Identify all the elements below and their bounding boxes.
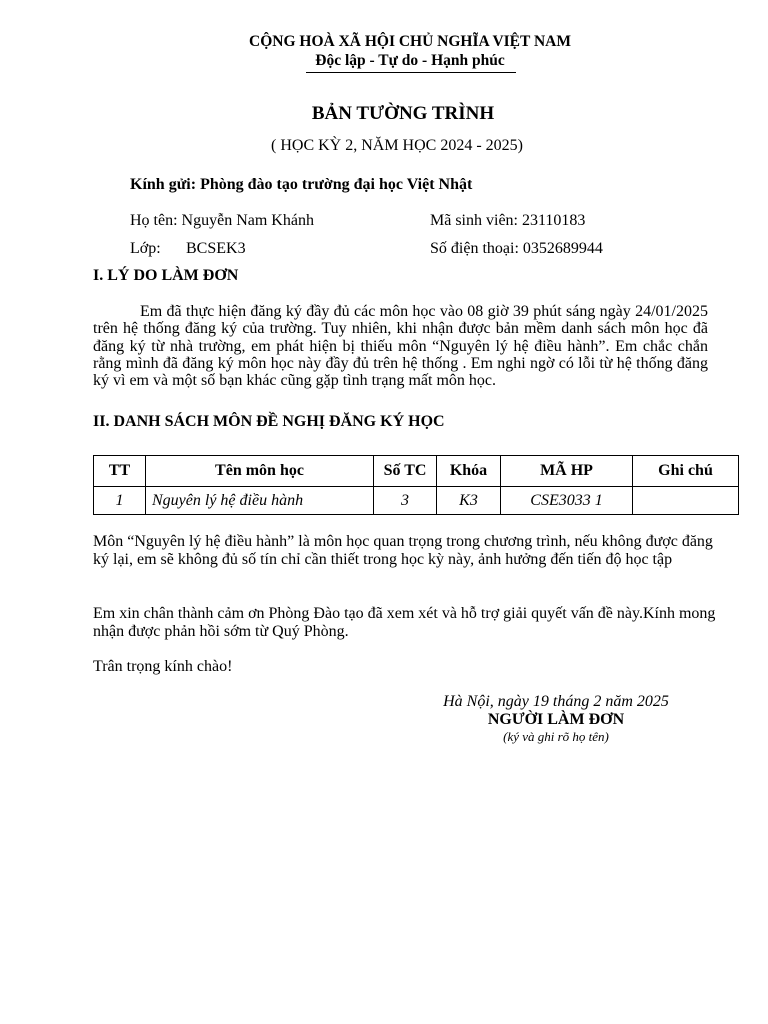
table-cell: Nguyên lý hệ điều hành bbox=[146, 487, 374, 515]
document-title: BẢN TƯỜNG TRÌNH bbox=[311, 103, 495, 124]
table-cell: 3 bbox=[374, 487, 437, 515]
recipient-line: Kính gửi: Phòng đào tạo trường đại học Việt Nhật bbox=[130, 176, 473, 193]
table-header-row bbox=[94, 456, 739, 487]
table-header-cell: Ghi chú bbox=[633, 456, 739, 487]
table-row bbox=[94, 487, 739, 515]
table-cell: CSE3033 1 bbox=[501, 487, 633, 515]
reason-paragraph: Em đã thực hiện đăng ký đầy đủ các môn học vào 08 giờ 39 phút sáng ngày 24/01/2025 trên hệ thống đăng ký của trường. Tuy nhiên, khi nhận được bản mềm danh sách môn học đã đăng ký từ nhà trường, em phát hiện bị thiếu môn “Nguyên lý hệ điều hành”. Em chắc chắn rằng mình đã đăng ký môn học này đầy đủ trên hệ thống . Em nghi ngờ có lỗi từ hệ thống đăng ký vì em và một số bạn khác cũng gặp tình trạng mất môn học. bbox=[93, 303, 708, 390]
greeting-line: Trân trọng kính chào! bbox=[93, 658, 233, 675]
thanks-paragraph: Em xin chân thành cảm ơn Phòng Đào tạo đã xem xét và hỗ trợ giải quyết vấn đề này.Kính mong nhận được phản hồi sớm từ Quý Phòng. bbox=[93, 605, 716, 640]
document-subtitle: ( HỌC KỲ 2, NĂM HỌC 2024 - 2025) bbox=[271, 137, 523, 154]
signer-role: NGƯỜI LÀM ĐƠN bbox=[487, 711, 625, 728]
table-header-cell: MÃ HP bbox=[501, 456, 633, 487]
table-header-cell: Tên môn học bbox=[146, 456, 374, 487]
table-header-cell: Số TC bbox=[374, 456, 437, 487]
place-date: Hà Nội, ngày 19 tháng 2 năm 2025 bbox=[443, 693, 669, 710]
importance-paragraph: Môn “Nguyên lý hệ điều hành” là môn học quan trọng trong chương trình, nếu không được đăng ký lại, em sẽ không đủ số tín chỉ cần thiết trong học kỳ này, ảnh hưởng đến tiến độ học tập bbox=[93, 533, 713, 568]
table-cell: K3 bbox=[437, 487, 501, 515]
table-header-cell: Khóa bbox=[437, 456, 501, 487]
nation-header: CỘNG HOÀ XÃ HỘI CHỦ NGHĨA VIỆT NAM bbox=[249, 33, 571, 50]
motto-underline bbox=[306, 72, 516, 73]
table-cell: 1 bbox=[94, 487, 146, 515]
class-label: Lớp: bbox=[130, 240, 161, 257]
class-value: BCSEK3 bbox=[186, 240, 246, 257]
section-2-heading: II. DANH SÁCH MÔN ĐỀ NGHỊ ĐĂNG KÝ HỌC bbox=[93, 413, 445, 430]
student-name: Họ tên: Nguyễn Nam Khánh bbox=[130, 212, 314, 229]
signature-note: (ký và ghi rõ họ tên) bbox=[503, 729, 609, 744]
student-id: Mã sinh viên: 23110183 bbox=[430, 212, 586, 229]
table-header-cell: TT bbox=[94, 456, 146, 487]
table-cell bbox=[633, 487, 739, 515]
student-phone: Số điện thoại: 0352689944 bbox=[430, 240, 603, 257]
section-1-heading: I. LÝ DO LÀM ĐƠN bbox=[93, 267, 239, 284]
course-table bbox=[93, 455, 739, 515]
national-motto: Độc lập - Tự do - Hạnh phúc bbox=[315, 52, 505, 69]
